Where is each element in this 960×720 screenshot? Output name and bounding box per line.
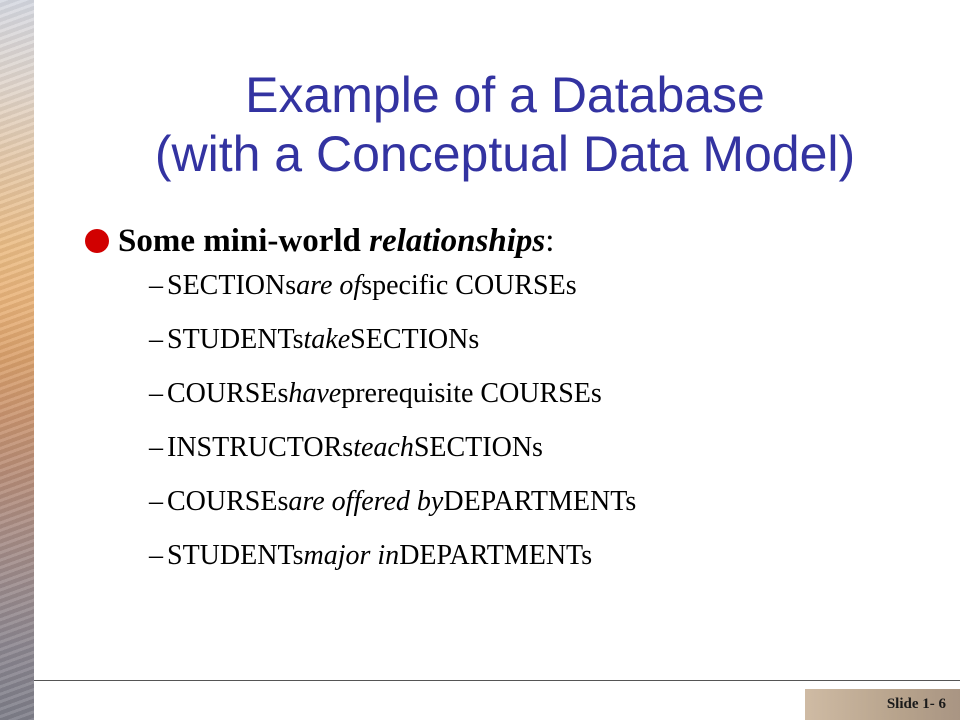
dash-bullet: – (149, 432, 163, 463)
main-bullet-text-colon: : (545, 222, 555, 259)
relationship-subject: SECTIONs (167, 270, 297, 301)
dash-bullet: – (149, 378, 163, 409)
slide-title-line-1: Example of a Database (245, 67, 765, 123)
slide-number: Slide 1- 6 (886, 696, 946, 712)
decorative-sand-strip (0, 0, 34, 720)
relationship-object: prerequisite COURSEs (341, 378, 602, 409)
dash-bullet: – (149, 270, 163, 301)
relationship-verb: teach (353, 432, 414, 463)
relationship-subject: STUDENTs (167, 324, 304, 355)
relationship-item (85, 378, 935, 432)
relationship-object: specific COURSEs (361, 270, 577, 301)
main-bullet-text-emphasis: relationships (369, 222, 546, 259)
dash-bullet: – (149, 486, 163, 517)
footer-divider (34, 680, 960, 681)
slide-title-line-2: (with a Conceptual Data Model) (154, 126, 856, 182)
slide-content (85, 218, 935, 594)
relationship-verb: major in (303, 540, 400, 571)
relationship-item (85, 540, 935, 594)
relationship-list (85, 270, 935, 594)
relationship-object: DEPARTMENTs (399, 540, 593, 571)
relationship-verb: are of (296, 270, 362, 301)
relationship-verb: have (288, 378, 342, 409)
relationship-verb: take (303, 324, 351, 355)
relationship-subject: INSTRUCTORs (167, 432, 354, 463)
relationship-subject: COURSEs (167, 486, 289, 517)
main-bullet-text (118, 223, 554, 260)
relationship-subject: STUDENTs (167, 540, 304, 571)
main-bullet-text-part-1: Some mini-world (118, 222, 370, 259)
relationship-subject: COURSEs (167, 378, 289, 409)
relationship-item (85, 432, 935, 486)
relationship-verb: are offered by (288, 486, 444, 517)
footer-band (805, 689, 960, 720)
slide-title (60, 66, 950, 184)
relationship-item (85, 270, 935, 324)
relationship-object: DEPARTMENTs (443, 486, 637, 517)
relationship-item (85, 486, 935, 540)
red-bullet-icon (85, 229, 109, 253)
relationship-item (85, 324, 935, 378)
relationship-object: SECTIONs (350, 324, 480, 355)
dash-bullet: – (149, 324, 163, 355)
relationship-object: SECTIONs (413, 432, 543, 463)
dash-bullet: – (149, 540, 163, 571)
main-bullet (85, 218, 935, 264)
